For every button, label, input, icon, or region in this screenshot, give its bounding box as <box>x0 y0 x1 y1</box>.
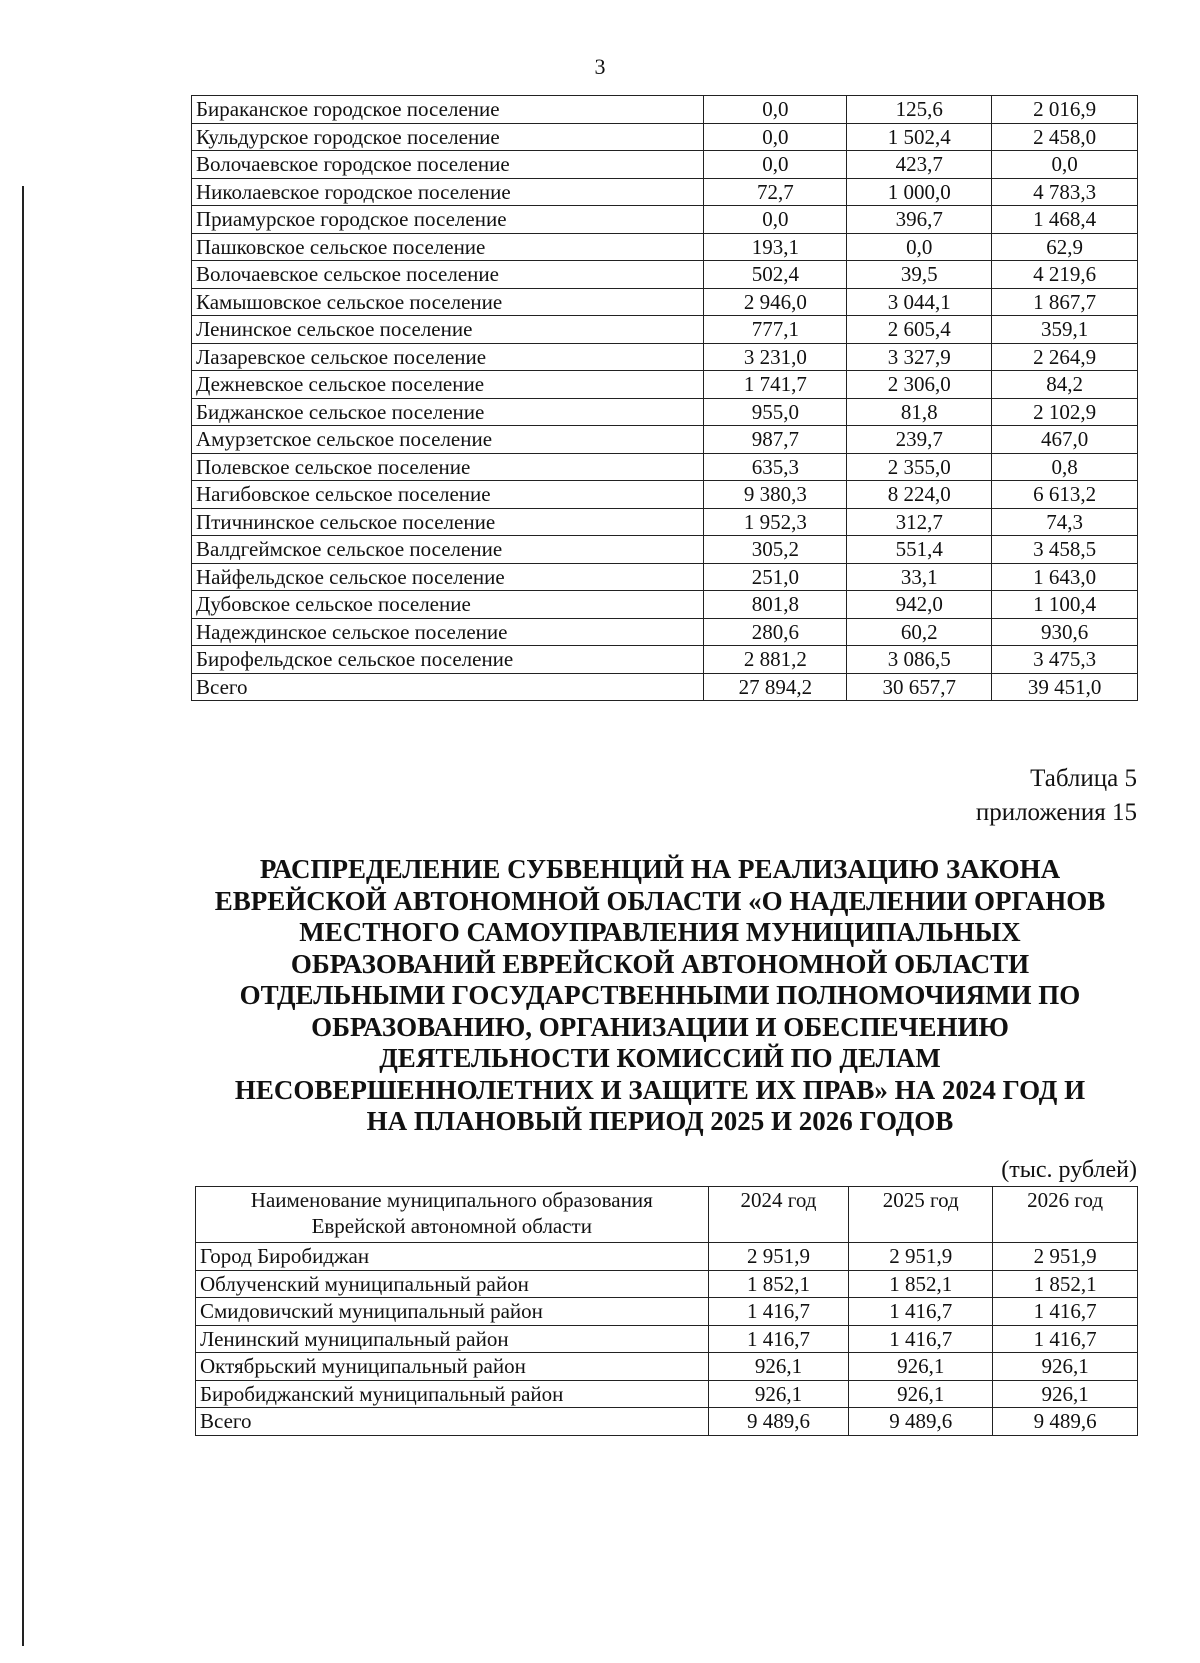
amount-cell: 2 951,9 <box>708 1243 849 1271</box>
amount-cell: 0,8 <box>992 453 1138 481</box>
amount-cell: 396,7 <box>847 206 992 234</box>
municipality-name-cell: Пашковское сельское поселение <box>192 233 704 261</box>
amount-cell: 9 489,6 <box>708 1408 849 1436</box>
municipality-name-cell: Нагибовское сельское поселение <box>192 481 704 509</box>
appendix-caption: приложения 15 <box>975 799 1137 826</box>
header-municipality <box>196 1187 709 1243</box>
amount-cell: 1 416,7 <box>849 1298 993 1326</box>
title-line: НЕСОВЕРШЕННОЛЕТНИХ И ЗАЩИТЕ ИХ ПРАВ» НА 2024 ГОД И <box>234 1074 1086 1105</box>
municipality-name-cell: Кульдурское городское поселение <box>192 123 704 151</box>
amount-cell: 1 100,4 <box>992 591 1138 619</box>
municipality-name-cell: Всего <box>192 673 704 701</box>
amount-cell: 942,0 <box>847 591 992 619</box>
table-header-row <box>196 1187 1138 1243</box>
amount-cell: 30 657,7 <box>847 673 992 701</box>
table-row <box>192 398 1138 426</box>
document-title <box>180 854 1140 1138</box>
amount-cell: 2 264,9 <box>992 343 1138 371</box>
municipality-name-cell: Ленинский муниципальный район <box>196 1325 709 1353</box>
table-row <box>196 1270 1138 1298</box>
amount-cell: 2 016,9 <box>992 96 1138 124</box>
municipality-name-cell: Полевское сельское поселение <box>192 453 704 481</box>
municipality-name-cell: Птичнинское сельское поселение <box>192 508 704 536</box>
table-row <box>192 178 1138 206</box>
municipality-name-cell: Дежневское сельское поселение <box>192 371 704 399</box>
municipality-name-cell: Дубовское сельское поселение <box>192 591 704 619</box>
table-row <box>196 1325 1138 1353</box>
title-line: ДЕЯТЕЛЬНОСТИ КОМИССИЙ ПО ДЕЛАМ <box>379 1043 941 1073</box>
amount-cell: 0,0 <box>704 123 847 151</box>
municipality-name-cell: Бирофельдское сельское поселение <box>192 646 704 674</box>
table-row <box>196 1243 1138 1271</box>
title-line: ОБРАЗОВАНИЮ, ОРГАНИЗАЦИИ И ОБЕСПЕЧЕНИЮ <box>311 1011 1009 1042</box>
amount-cell: 81,8 <box>847 398 992 426</box>
table-row <box>192 563 1138 591</box>
table-row <box>192 426 1138 454</box>
amount-cell: 1 416,7 <box>849 1325 993 1353</box>
table-row <box>192 618 1138 646</box>
amount-cell: 359,1 <box>992 316 1138 344</box>
amount-cell: 926,1 <box>708 1353 849 1381</box>
table-row <box>196 1408 1138 1436</box>
municipality-name-cell: Биробиджанский муниципальный район <box>196 1380 709 1408</box>
municipality-name-cell: Бираканское городское поселение <box>192 96 704 124</box>
municipality-name-cell: Октябрьский муниципальный район <box>196 1353 709 1381</box>
municipality-name-cell: Биджанское сельское поселение <box>192 398 704 426</box>
table-row <box>192 536 1138 564</box>
amount-cell: 74,3 <box>992 508 1138 536</box>
amount-cell: 926,1 <box>993 1380 1138 1408</box>
amount-cell: 926,1 <box>708 1380 849 1408</box>
municipality-name-cell: Ленинское сельское поселение <box>192 316 704 344</box>
municipality-name-cell: Амурзетское сельское поселение <box>192 426 704 454</box>
amount-cell: 4 219,6 <box>992 261 1138 289</box>
amount-cell: 0,0 <box>704 206 847 234</box>
municipality-name-cell: Смидовичский муниципальный район <box>196 1298 709 1326</box>
table-row <box>192 453 1138 481</box>
amount-cell: 1 416,7 <box>708 1325 849 1353</box>
amount-cell: 2 306,0 <box>847 371 992 399</box>
amount-cell: 239,7 <box>847 426 992 454</box>
amount-cell: 2 458,0 <box>992 123 1138 151</box>
table-row <box>192 673 1138 701</box>
amount-cell: 2 881,2 <box>704 646 847 674</box>
table-row <box>192 646 1138 674</box>
amount-cell: 1 741,7 <box>704 371 847 399</box>
table-row <box>192 481 1138 509</box>
municipality-name-cell: Всего <box>196 1408 709 1436</box>
amount-cell: 1 468,4 <box>992 206 1138 234</box>
amount-cell: 467,0 <box>992 426 1138 454</box>
amount-cell: 1 416,7 <box>708 1298 849 1326</box>
municipality-name-cell: Найфельдское сельское поселение <box>192 563 704 591</box>
amount-cell: 193,1 <box>704 233 847 261</box>
amount-cell: 0,0 <box>847 233 992 261</box>
amount-cell: 3 458,5 <box>992 536 1138 564</box>
amount-cell: 1 867,7 <box>992 288 1138 316</box>
amount-cell: 3 044,1 <box>847 288 992 316</box>
header-2025: 2025 год <box>849 1187 993 1243</box>
municipality-name-cell: Лазаревское сельское поселение <box>192 343 704 371</box>
amount-cell: 987,7 <box>704 426 847 454</box>
amount-cell: 2 951,9 <box>993 1243 1138 1271</box>
amount-cell: 1 502,4 <box>847 123 992 151</box>
amount-cell: 801,8 <box>704 591 847 619</box>
amount-cell: 930,6 <box>992 618 1138 646</box>
municipality-name-cell: Волочаевское сельское поселение <box>192 261 704 289</box>
amount-cell: 0,0 <box>992 151 1138 179</box>
amount-cell: 72,7 <box>704 178 847 206</box>
amount-cell: 60,2 <box>847 618 992 646</box>
amount-cell: 2 355,0 <box>847 453 992 481</box>
amount-cell: 125,6 <box>847 96 992 124</box>
amount-cell: 3 086,5 <box>847 646 992 674</box>
table2-body <box>196 1243 1138 1436</box>
amount-cell: 251,0 <box>704 563 847 591</box>
table-row <box>192 233 1138 261</box>
subsidy-table-continued <box>191 95 1138 701</box>
amount-cell: 926,1 <box>849 1380 993 1408</box>
amount-cell: 9 489,6 <box>849 1408 993 1436</box>
amount-cell: 62,9 <box>992 233 1138 261</box>
table-row <box>192 316 1138 344</box>
amount-cell: 1 643,0 <box>992 563 1138 591</box>
amount-cell: 3 231,0 <box>704 343 847 371</box>
municipality-name-cell: Город Биробиджан <box>196 1243 709 1271</box>
title-line: ОТДЕЛЬНЫМИ ГОСУДАРСТВЕННЫМИ ПОЛНОМОЧИЯМИ ПО <box>239 980 1081 1010</box>
amount-cell: 1 852,1 <box>993 1270 1138 1298</box>
left-margin-line <box>22 186 24 1646</box>
table-row <box>192 508 1138 536</box>
amount-cell: 1 952,3 <box>704 508 847 536</box>
title-line: МЕСТНОГО САМОУПРАВЛЕНИЯ МУНИЦИПАЛЬНЫХ <box>299 917 1021 947</box>
amount-cell: 926,1 <box>849 1353 993 1381</box>
table-row <box>196 1353 1138 1381</box>
municipality-name-cell: Приамурское городское поселение <box>192 206 704 234</box>
title-line: НА ПЛАНОВЫЙ ПЕРИОД 2025 И 2026 ГОДОВ <box>366 1106 954 1136</box>
table-row <box>192 591 1138 619</box>
table-row <box>192 151 1138 179</box>
table-row <box>192 343 1138 371</box>
units-label: (тыс. рублей) <box>1001 1157 1137 1183</box>
amount-cell: 312,7 <box>847 508 992 536</box>
table-row <box>192 123 1138 151</box>
table-row <box>196 1298 1138 1326</box>
header-municipality-line1: Наименование муниципального образования <box>250 1188 653 1212</box>
municipality-name-cell: Валдгеймское сельское поселение <box>192 536 704 564</box>
amount-cell: 0,0 <box>704 96 847 124</box>
amount-cell: 9 489,6 <box>993 1408 1138 1436</box>
table-row <box>192 288 1138 316</box>
municipality-name-cell: Николаевское городское поселение <box>192 178 704 206</box>
table-row <box>196 1380 1138 1408</box>
header-2024: 2024 год <box>708 1187 849 1243</box>
amount-cell: 27 894,2 <box>704 673 847 701</box>
municipality-name-cell: Волочаевское городское поселение <box>192 151 704 179</box>
table1-body <box>192 96 1138 701</box>
amount-cell: 1 000,0 <box>847 178 992 206</box>
title-line: ОБРАЗОВАНИЙ ЕВРЕЙСКОЙ АВТОНОМНОЙ ОБЛАСТИ <box>290 948 1030 979</box>
municipality-name-cell: Облученский муниципальный район <box>196 1270 709 1298</box>
amount-cell: 9 380,3 <box>704 481 847 509</box>
amount-cell: 2 605,4 <box>847 316 992 344</box>
amount-cell: 1 852,1 <box>849 1270 993 1298</box>
amount-cell: 8 224,0 <box>847 481 992 509</box>
table-row <box>192 371 1138 399</box>
amount-cell: 926,1 <box>993 1353 1138 1381</box>
municipality-name-cell: Камышовское сельское поселение <box>192 288 704 316</box>
amount-cell: 1 416,7 <box>993 1325 1138 1353</box>
table-row <box>192 206 1138 234</box>
amount-cell: 280,6 <box>704 618 847 646</box>
table-number-caption: Таблица 5 <box>1030 765 1137 792</box>
amount-cell: 777,1 <box>704 316 847 344</box>
amount-cell: 39,5 <box>847 261 992 289</box>
amount-cell: 1 416,7 <box>993 1298 1138 1326</box>
title-line: ЕВРЕЙСКОЙ АВТОНОМНОЙ ОБЛАСТИ «О НАДЕЛЕНИИ ОРГАНОВ <box>214 885 1106 916</box>
municipality-name-cell: Надеждинское сельское поселение <box>192 618 704 646</box>
subventions-table <box>195 1186 1138 1436</box>
page-number: 3 <box>594 54 606 79</box>
amount-cell: 2 951,9 <box>849 1243 993 1271</box>
header-2026: 2026 год <box>993 1187 1138 1243</box>
amount-cell: 4 783,3 <box>992 178 1138 206</box>
amount-cell: 1 852,1 <box>708 1270 849 1298</box>
amount-cell: 305,2 <box>704 536 847 564</box>
table-row <box>192 96 1138 124</box>
header-municipality-line2: Еврейской автономной области <box>311 1214 592 1238</box>
amount-cell: 3 327,9 <box>847 343 992 371</box>
amount-cell: 0,0 <box>704 151 847 179</box>
amount-cell: 551,4 <box>847 536 992 564</box>
table-row <box>192 261 1138 289</box>
amount-cell: 423,7 <box>847 151 992 179</box>
amount-cell: 39 451,0 <box>992 673 1138 701</box>
amount-cell: 3 475,3 <box>992 646 1138 674</box>
amount-cell: 6 613,2 <box>992 481 1138 509</box>
amount-cell: 2 102,9 <box>992 398 1138 426</box>
amount-cell: 955,0 <box>704 398 847 426</box>
amount-cell: 84,2 <box>992 371 1138 399</box>
amount-cell: 33,1 <box>847 563 992 591</box>
amount-cell: 2 946,0 <box>704 288 847 316</box>
amount-cell: 635,3 <box>704 453 847 481</box>
amount-cell: 502,4 <box>704 261 847 289</box>
title-line: РАСПРЕДЕЛЕНИЕ СУБВЕНЦИЙ НА РЕАЛИЗАЦИЮ ЗАКОНА <box>259 854 1061 884</box>
